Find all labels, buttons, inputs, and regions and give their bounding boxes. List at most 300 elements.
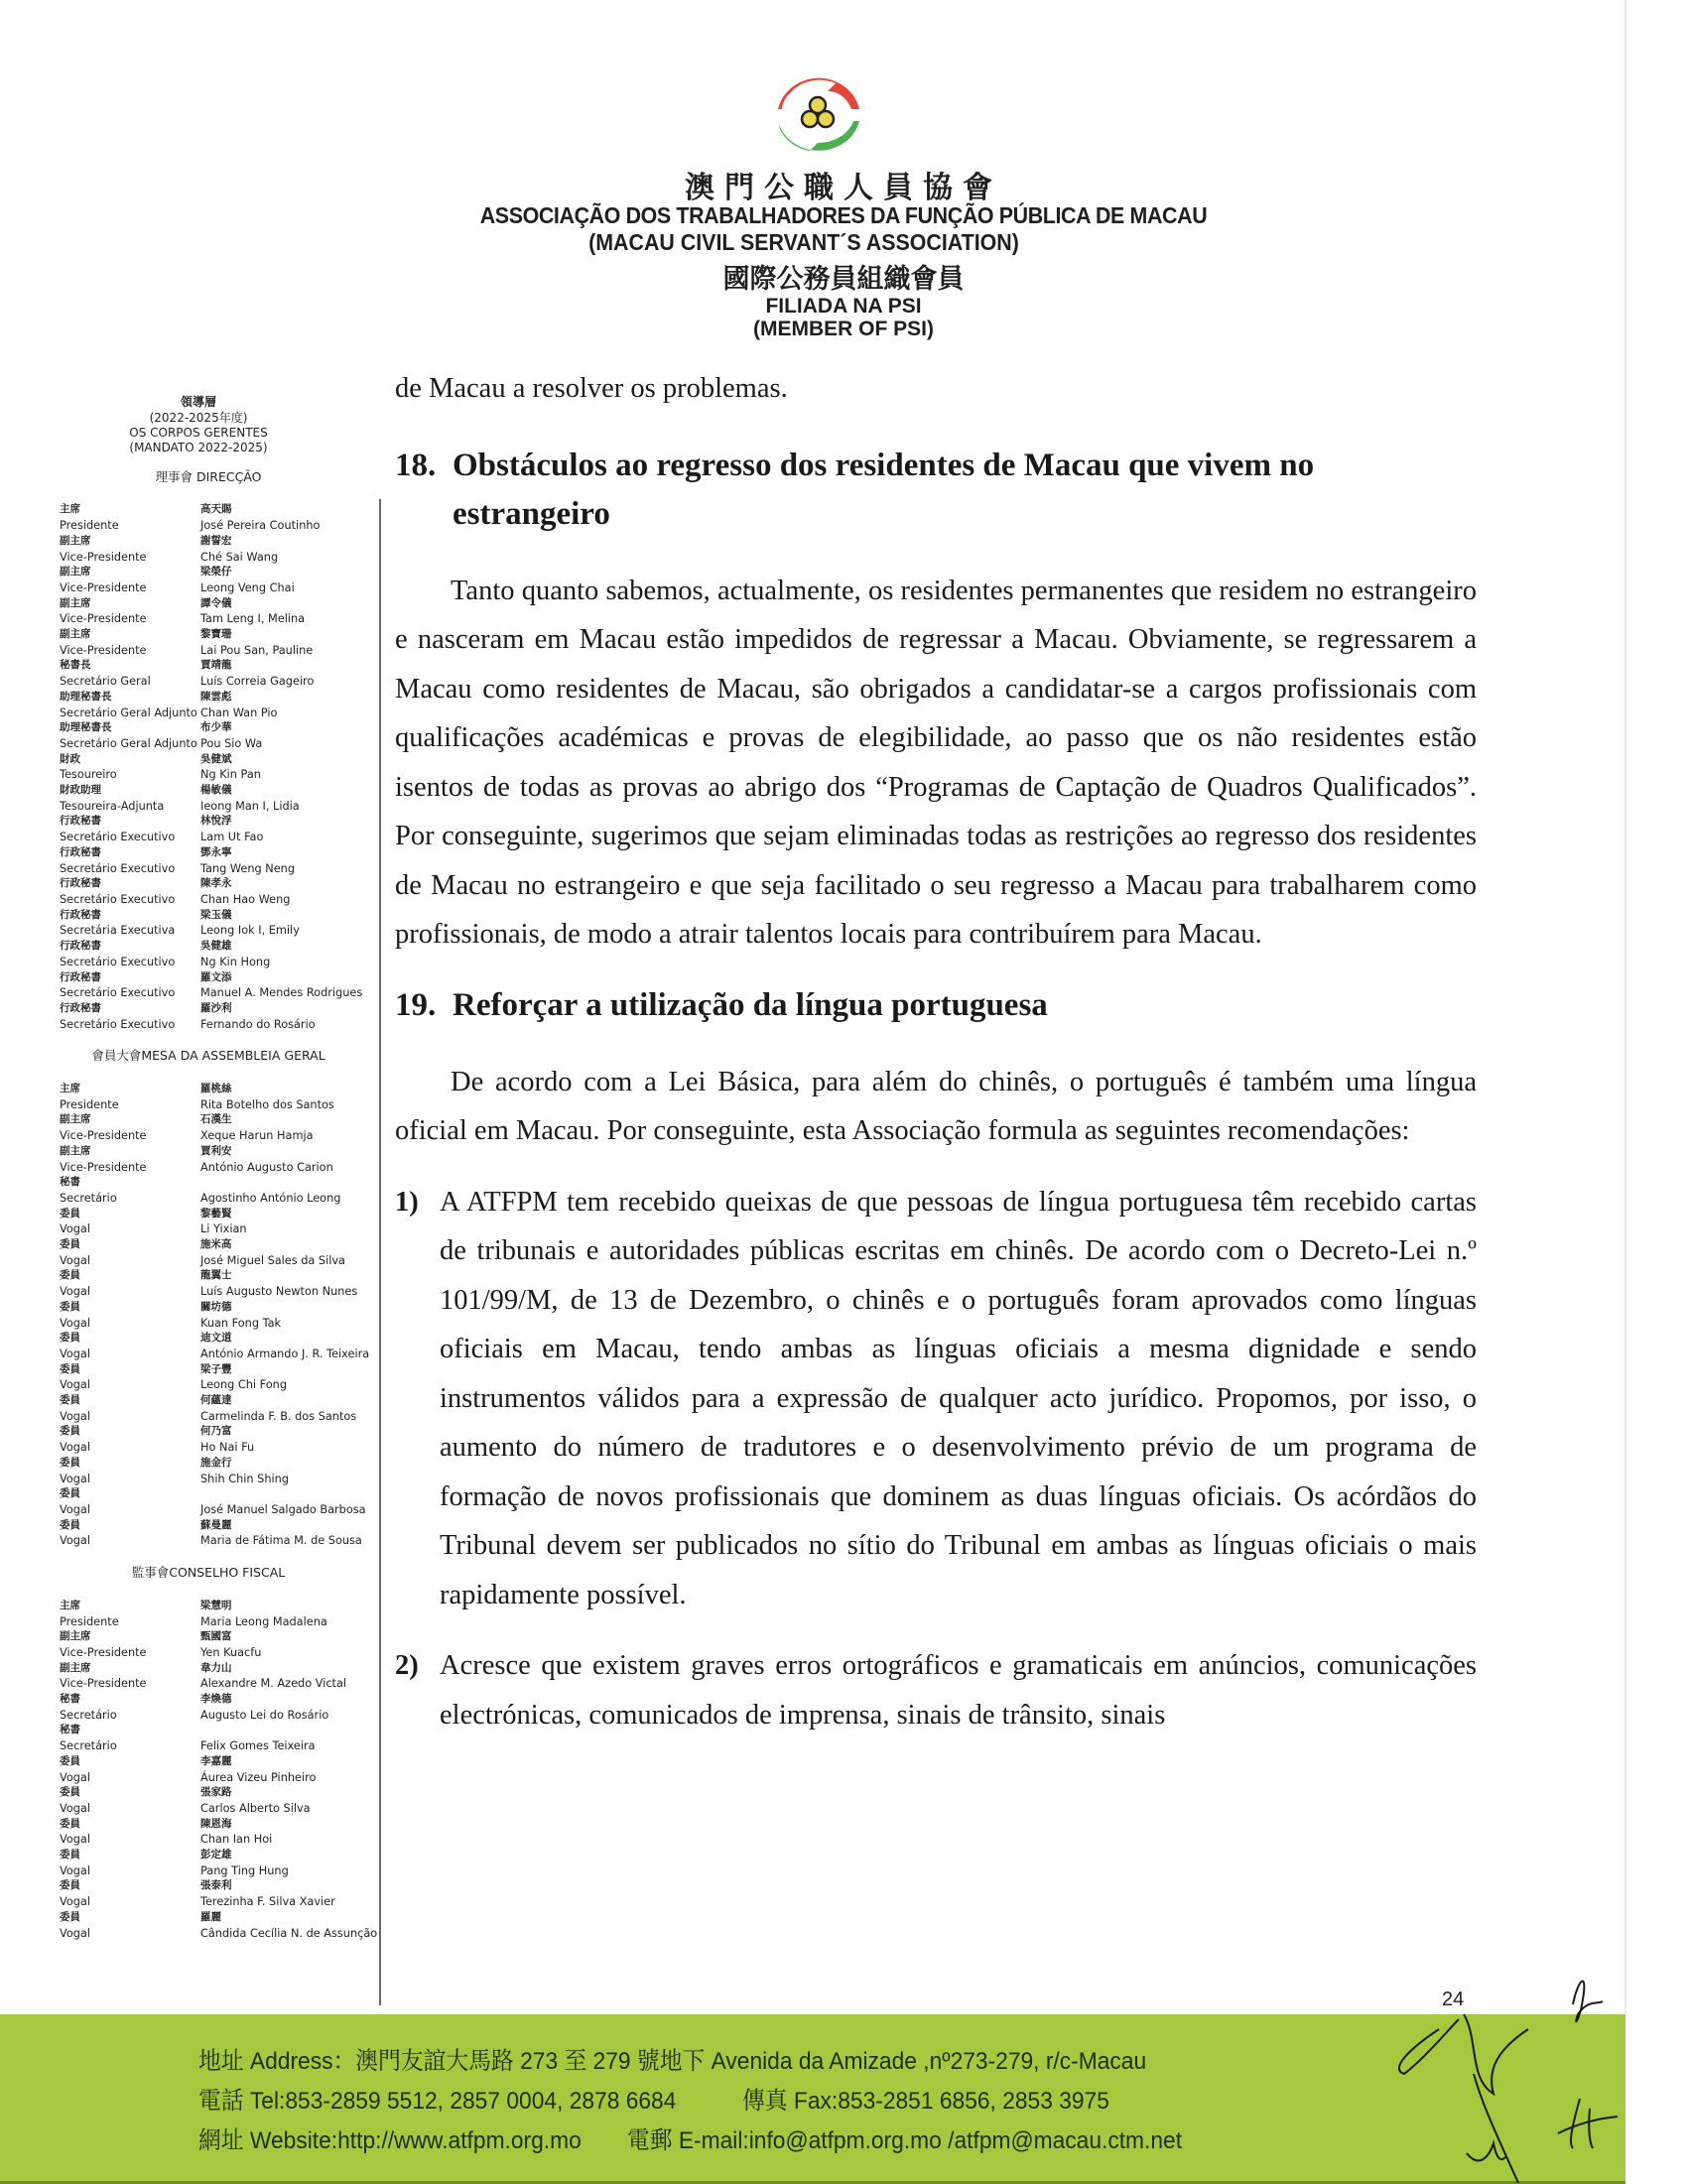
member-name-pt: Tam Leng I, Melina <box>200 612 306 626</box>
section-18-paragraph: Tanto quanto sabemos, actualmente, os residentes permanentes que residem no estrangeiro e nasceram em Macau estão impedidos de regressar a Macau. Obviamente, se regressarem a Macau como residentes de Macau, são obrigados a candidatar-se a cargos profissionais com qualificações académicas e provas de elegibilidade, ao passo que os não residentes estão isentos de todas as provas ao abrigo dos “Programas de Captação de Quadros Qualificados”. Por conseguinte, sugerimos que sejam eliminadas todas as restrições ao regresso dos residentes de Macau no estrangeiro e que seja facilitado o seu regresso a Macau para trabalharem como profissionais, de modo a atrair talentos locais para contribuírem para Macau. <box>395 575 1477 950</box>
member-name-pt: Áurea Vizeu Pinheiro <box>200 1770 317 1784</box>
member-role-zh: 委員 <box>60 1879 80 1892</box>
member-role-pt: Vogal <box>60 1801 90 1815</box>
member-name-pt: António Augusto Carion <box>200 1160 333 1174</box>
member-name-zh: 施米高 <box>200 1238 232 1251</box>
member-row-portuguese <box>60 1708 379 1724</box>
member-name-pt: Alexandre M. Azedo Victal <box>200 1677 347 1691</box>
member-name-zh: 賈利安 <box>200 1144 232 1157</box>
footer-phone: 電話 Tel:853-2859 5512, 2857 0004, 2878 6684 <box>198 2088 677 2115</box>
member-name-pt: Xeque Harun Hamja <box>200 1129 314 1143</box>
member-role-pt: Vogal <box>60 1285 90 1299</box>
member-row-chinese <box>60 1723 379 1738</box>
member-role-zh: 助理秘書長 <box>60 690 112 703</box>
member-row-chinese <box>60 1268 379 1284</box>
member-role-zh: 副主席 <box>60 566 91 578</box>
member-role-zh: 主席 <box>60 1083 80 1095</box>
sidebar-sections <box>60 469 379 1942</box>
section-18-heading <box>395 442 1477 539</box>
main-content <box>395 364 1477 1739</box>
member-name-zh: 何蘊達 <box>200 1394 232 1407</box>
member-row-portuguese <box>60 1440 379 1456</box>
member-role-pt: Vice-Presidente <box>60 612 147 626</box>
member-name-zh: 陳恩海 <box>200 1817 232 1830</box>
member-role-pt: Vogal <box>60 1833 90 1847</box>
section-19-title: Reforçar a utilização da língua portuguesa <box>453 986 1048 1023</box>
member-name-zh <box>200 1175 379 1191</box>
member-role-pt: Secretário Executivo <box>60 1017 176 1031</box>
member-row-portuguese <box>60 1160 379 1176</box>
member-role-zh: 委員 <box>60 1300 80 1313</box>
member-row-chinese <box>60 939 379 955</box>
member-name-pt: Ng Kin Pan <box>200 768 261 782</box>
member-role-zh: 委員 <box>60 1817 80 1830</box>
member-name-zh: 梁慧明 <box>200 1599 232 1611</box>
member-name-zh: 迪文道 <box>200 1332 232 1345</box>
member-role-pt: Vogal <box>60 1863 90 1877</box>
member-name-zh: 布少華 <box>200 721 232 734</box>
sidebar-title-pt: OS CORPOS GERENTES <box>129 425 268 440</box>
member-row-portuguese <box>60 706 379 721</box>
member-role-zh: 秘書 <box>60 1724 80 1736</box>
member-row-portuguese <box>60 1221 379 1237</box>
member-row-chinese <box>60 1393 379 1409</box>
member-role-zh: 行政秘書 <box>60 845 101 858</box>
member-role-zh: 委員 <box>60 1332 80 1345</box>
member-role-pt: Vice-Presidente <box>60 1677 147 1691</box>
list-item-text: Acresce que existem graves erros ortográficos e gramaticais em anúncios, comunicações electrónicas, comunicados de imprensa, sinais de trânsito, sinais <box>440 1650 1477 1731</box>
member-row-portuguese <box>60 1347 379 1362</box>
member-name-zh <box>200 1723 379 1738</box>
member-name-zh: 賈靖龍 <box>200 659 232 672</box>
member-role-pt: Vogal <box>60 1441 90 1455</box>
member-role-pt: Secretário Executivo <box>60 955 176 968</box>
member-row-portuguese <box>60 1533 379 1549</box>
member-row-portuguese <box>60 799 379 815</box>
member-name-pt: José Pereira Coutinho <box>200 519 321 533</box>
member-role-pt: Secretária Executiva <box>60 924 176 938</box>
member-row-chinese <box>60 627 379 643</box>
member-row-portuguese <box>60 1017 379 1033</box>
member-name-pt: Fernando do Rosário <box>200 1017 316 1031</box>
member-row-chinese <box>60 1754 379 1770</box>
member-row-portuguese <box>60 1316 379 1332</box>
member-name-pt: Chan Wan Pio <box>200 706 278 719</box>
member-row-portuguese <box>60 1409 379 1425</box>
member-name-zh: 林悅浮 <box>200 815 232 828</box>
list-item-number: 2) <box>395 1650 419 1681</box>
member-role-pt: Vogal <box>60 1534 90 1548</box>
footer-phone-fax <box>198 2082 1109 2117</box>
sidebar-section-heading: 監事會CONSELHO FISCAL <box>131 1565 286 1581</box>
member-role-zh: 委員 <box>60 1849 80 1862</box>
member-name-pt: Ho Nai Fu <box>200 1441 255 1455</box>
org-name-chinese: 澳門公職人員協會 <box>685 172 1002 204</box>
member-name-zh: 梁榮仔 <box>200 566 232 578</box>
member-name-pt: António Armando J. R. Teixeira <box>200 1347 370 1360</box>
member-row-portuguese <box>60 985 379 1001</box>
member-name-pt: Agostinho António Leong <box>200 1191 341 1205</box>
member-name-zh: 黎藝賢 <box>200 1207 232 1220</box>
member-name-pt: José Manuel Salgado Barbosa <box>200 1503 366 1516</box>
sidebar-title-zh: 領導層 <box>180 395 216 409</box>
page-number: 24 <box>1442 1989 1465 2010</box>
member-row-chinese <box>60 752 379 768</box>
member-role-zh: 主席 <box>60 1599 80 1611</box>
org-name-english: (MACAU CIVIL SERVANT´S ASSOCIATION) <box>588 229 1019 255</box>
member-name-pt: Shih Chin Shing <box>200 1472 289 1485</box>
member-row-chinese <box>60 1661 379 1677</box>
affiliation-portuguese: FILIADA NA PSI <box>765 295 922 318</box>
member-name-zh: 陳雲彪 <box>200 690 232 703</box>
leadership-sidebar <box>60 395 379 1941</box>
member-row-chinese <box>60 1629 379 1645</box>
member-row-portuguese <box>60 580 379 596</box>
member-role-zh: 財政助理 <box>60 784 101 797</box>
member-row-chinese <box>60 1001 379 1017</box>
member-name-pt: Lai Pou San, Pauline <box>200 643 314 657</box>
member-name-zh: 張泰利 <box>200 1879 232 1892</box>
member-role-pt: Secretário <box>60 1191 117 1205</box>
member-name-pt: Leong Iok I, Emily <box>200 924 300 938</box>
member-row-chinese <box>60 1456 379 1472</box>
member-row-portuguese <box>60 1894 379 1910</box>
member-row-chinese <box>60 1817 379 1833</box>
member-row-portuguese <box>60 955 379 970</box>
member-name-pt: Rita Botelho dos Santos <box>200 1097 334 1111</box>
member-row-chinese <box>60 1518 379 1534</box>
member-role-zh: 行政秘書 <box>60 940 101 953</box>
section-19-heading <box>395 981 1477 1030</box>
member-role-pt: Secretário Executivo <box>60 861 176 875</box>
member-row-portuguese <box>60 736 379 752</box>
member-row-portuguese <box>60 830 379 845</box>
list-item-number: 1) <box>395 1186 419 1218</box>
member-row-chinese <box>60 1692 379 1708</box>
footer-email[interactable]: 電郵 E-mail:info@atfpm.org.mo /atfpm@macau.ctm.net <box>626 2127 1183 2154</box>
member-row-portuguese <box>60 1738 379 1754</box>
member-name-zh: 羅沙利 <box>200 1001 232 1014</box>
member-role-zh: 委員 <box>60 1786 80 1799</box>
member-role-pt: Vogal <box>60 1378 90 1392</box>
member-name-zh: 吳健雄 <box>200 940 232 953</box>
member-role-pt: Secretário Executivo <box>60 892 176 906</box>
member-name-zh: 鄧永寧 <box>200 845 232 858</box>
member-role-pt: Secretário Geral Adjunto <box>60 706 197 719</box>
footer-website[interactable]: 網址 Website:http://www.atfpm.org.mo <box>198 2127 582 2154</box>
member-role-zh: 助理秘書長 <box>60 721 112 734</box>
member-row-chinese <box>60 565 379 580</box>
member-name-zh: 羅文添 <box>200 970 232 983</box>
member-name-pt: Leong Veng Chai <box>200 580 295 594</box>
member-name-zh: 施金行 <box>200 1456 232 1469</box>
member-role-pt: Tesoureira-Adjunta <box>60 799 165 813</box>
member-name-zh: 石漢生 <box>200 1113 232 1126</box>
member-name-zh: 羅麗 <box>200 1910 221 1923</box>
member-role-pt: Secretário Executivo <box>60 831 176 844</box>
member-name-pt: Manuel A. Mendes Rodrigues <box>200 986 363 1000</box>
member-row-portuguese <box>60 1645 379 1661</box>
member-role-zh: 副主席 <box>60 596 91 609</box>
member-name-pt: Yen Kuacfu <box>200 1645 262 1659</box>
member-row-chinese <box>60 1207 379 1222</box>
member-name-pt: Li Yixian <box>200 1222 247 1236</box>
member-name-pt: Carmelinda F. B. dos Santos <box>200 1409 357 1423</box>
handwritten-signatures-icon <box>1369 1960 1627 2183</box>
member-row-portuguese <box>60 767 379 783</box>
member-row-chinese <box>60 658 379 674</box>
member-row-chinese <box>60 814 379 830</box>
member-row-chinese <box>60 970 379 986</box>
member-name-zh: 蘇曼麗 <box>200 1518 232 1531</box>
member-role-zh: 行政秘書 <box>60 908 101 921</box>
member-row-chinese <box>60 1599 379 1614</box>
sidebar-section-heading: 理事會 DIRECÇÃO <box>155 468 262 484</box>
atfpm-logo-icon <box>766 69 871 159</box>
member-role-pt: Vogal <box>60 1347 90 1360</box>
member-role-zh: 委員 <box>60 1207 80 1220</box>
member-row-chinese <box>60 1237 379 1253</box>
member-row-portuguese <box>60 1801 379 1817</box>
member-row-portuguese <box>60 1284 379 1300</box>
member-name-pt: Luís Augusto Newton Nunes <box>200 1285 358 1299</box>
member-role-zh: 委員 <box>60 1394 80 1407</box>
member-row-portuguese <box>60 1472 379 1487</box>
member-name-pt: Ché Sai Wang <box>200 550 279 564</box>
member-name-zh: 梁子豐 <box>200 1362 232 1375</box>
member-name-zh: 韋力山 <box>200 1661 232 1674</box>
member-role-zh: 委員 <box>60 1518 80 1531</box>
member-role-zh: 行政秘書 <box>60 970 101 983</box>
member-role-pt: Vice-Presidente <box>60 1129 147 1143</box>
affiliation-chinese: 國際公務員組織會員 <box>722 264 965 294</box>
member-name-pt: Kuan Fong Tak <box>200 1316 282 1330</box>
member-role-pt: Vogal <box>60 1770 90 1784</box>
member-name-zh: 張家路 <box>200 1786 232 1799</box>
member-row-portuguese <box>60 1832 379 1848</box>
member-name-pt: Terezinha F. Silva Xavier <box>200 1895 335 1909</box>
member-row-portuguese <box>60 923 379 939</box>
member-role-zh: 委員 <box>60 1487 80 1500</box>
org-name-portuguese: ASSOCIAÇÃO DOS TRABALHADORES DA FUNÇÃO PÚBLICA DE MACAU <box>479 202 1208 228</box>
member-name-zh: 龍翼士 <box>200 1269 232 1282</box>
member-role-pt: Presidente <box>60 519 119 533</box>
continuation-text: de Macau a resolver os problemas. <box>395 373 788 404</box>
member-row-portuguese <box>60 1926 379 1942</box>
member-row-chinese <box>60 1878 379 1894</box>
member-row-chinese <box>60 1910 379 1926</box>
member-name-pt: Chan Ian Hoi <box>200 1833 273 1847</box>
member-role-pt: Vogal <box>60 1895 90 1909</box>
member-row-portuguese <box>60 1502 379 1518</box>
member-row-chinese <box>60 1112 379 1128</box>
member-name-zh: 李煥德 <box>200 1693 232 1706</box>
member-name-zh: 何乃富 <box>200 1425 232 1438</box>
member-name-pt: Carlos Alberto Silva <box>200 1801 311 1815</box>
member-row-chinese <box>60 783 379 799</box>
member-row-chinese <box>60 720 379 736</box>
member-name-pt: Luís Correia Gageiro <box>200 675 315 689</box>
member-role-zh: 秘書 <box>60 1176 80 1189</box>
footer-fax: 傳真 Fax:853-2851 6856, 2853 3975 <box>742 2088 1109 2115</box>
affiliation-english: (MEMBER OF PSI) <box>753 318 934 340</box>
member-name-zh: 陳孝永 <box>200 877 232 890</box>
member-role-pt: Vogal <box>60 1472 90 1485</box>
member-role-zh: 主席 <box>60 503 80 516</box>
member-row-portuguese <box>60 892 379 908</box>
member-role-zh: 副主席 <box>60 534 91 547</box>
member-role-pt: Vogal <box>60 1316 90 1330</box>
member-role-pt: Vogal <box>60 1222 90 1236</box>
member-role-pt: Tesoureiro <box>60 768 117 782</box>
member-name-zh: 楊敏儀 <box>200 784 232 797</box>
member-name-pt: Felix Gomes Teixeira <box>200 1739 316 1753</box>
member-row-chinese <box>60 502 379 518</box>
member-role-zh: 副主席 <box>60 1661 91 1674</box>
member-name-zh <box>200 1486 379 1502</box>
member-row-portuguese <box>60 674 379 690</box>
member-name-pt: Chan Hao Weng <box>200 892 291 906</box>
list-item <box>395 1178 1477 1620</box>
member-row-chinese <box>60 1082 379 1097</box>
member-role-pt: Vice-Presidente <box>60 1160 147 1174</box>
member-role-pt: Secretário Geral <box>60 675 151 689</box>
member-name-zh: 高天賜 <box>200 503 232 516</box>
member-row-chinese <box>60 534 379 550</box>
member-role-zh: 委員 <box>60 1910 80 1923</box>
member-role-zh: 副主席 <box>60 1630 91 1643</box>
member-row-chinese <box>60 1486 379 1502</box>
member-name-zh: 羅桃絲 <box>200 1083 232 1095</box>
member-role-zh: 委員 <box>60 1362 80 1375</box>
member-role-zh: 委員 <box>60 1754 80 1767</box>
member-row-chinese <box>60 1362 379 1378</box>
member-row-portuguese <box>60 518 379 534</box>
member-role-pt: Vogal <box>60 1253 90 1267</box>
sidebar-term-pt: (MANDATO 2022-2025) <box>129 440 268 454</box>
member-name-zh: 譚令儀 <box>200 596 232 609</box>
member-name-pt: Pang Ting Hung <box>200 1863 289 1877</box>
member-name-pt: Ieong Man I, Lidia <box>200 799 300 813</box>
member-name-pt: Maria de Fátima M. de Sousa <box>200 1534 362 1548</box>
member-role-pt: Vice-Presidente <box>60 550 147 564</box>
member-row-portuguese <box>60 1128 379 1144</box>
member-role-zh: 副主席 <box>60 1113 91 1126</box>
member-role-zh: 委員 <box>60 1456 80 1469</box>
section-19-number: 19. <box>395 986 437 1023</box>
member-row-chinese <box>60 908 379 924</box>
member-name-pt: Ng Kin Hong <box>200 955 271 968</box>
member-name-pt: José Miguel Sales da Silva <box>200 1253 345 1267</box>
member-role-pt: Secretário <box>60 1739 117 1753</box>
member-role-pt: Secretário Geral Adjunto <box>60 736 197 750</box>
member-row-chinese <box>60 1785 379 1801</box>
member-role-zh: 行政秘書 <box>60 1001 101 1014</box>
member-role-pt: Vogal <box>60 1503 90 1516</box>
list-item-text: A ATFPM tem recebido queixas de que pessoas de língua portuguesa têm recebido cartas de tribunais e autoridades públicas escritas em chinês. De acordo com o Decreto-Lei n.º 101/99/M, de 13 de Dezembro, o chinês e o português foram aprovados como línguas oficiais em Macau, tendo ambas as línguas oficiais a mesma dignidade e sendo instrumentos válidos para a expressão de qualquer acto jurídico. Propomos, por isso, o aumento do número de tradutores e o desenvolvimento prévio de um programa de formação de novos profissionais que dominem as duas línguas oficiais. Os acórdãos do Tribunal devem ser publicados no sítio do Tribunal em ambas as línguas oficiais o mais rapidamente possível. <box>440 1186 1477 1610</box>
member-row-portuguese <box>60 1770 379 1786</box>
sidebar-section-heading: 會員大會MESA DA ASSEMBLEIA GERAL <box>91 1048 325 1064</box>
member-role-zh: 秘書長 <box>60 659 91 672</box>
member-role-pt: Vogal <box>60 1409 90 1423</box>
member-name-pt: Lam Ut Fao <box>200 831 264 844</box>
member-role-zh: 委員 <box>60 1238 80 1251</box>
member-role-pt: Vice-Presidente <box>60 643 147 657</box>
member-role-zh: 財政 <box>60 752 80 765</box>
member-role-zh: 行政秘書 <box>60 877 101 890</box>
member-role-zh: 秘書 <box>60 1693 80 1706</box>
member-row-portuguese <box>60 643 379 659</box>
member-row-portuguese <box>60 1253 379 1269</box>
member-row-chinese <box>60 690 379 706</box>
member-name-pt: Maria Leong Madalena <box>200 1614 327 1628</box>
member-row-portuguese <box>60 1377 379 1393</box>
section-19-paragraph: De acordo com a Lei Básica, para além do chinês, o português é também uma língua oficial em Macau. Por conseguinte, esta Associação formula as seguintes recomendações: <box>395 1066 1477 1146</box>
member-name-zh: 彭定雄 <box>200 1849 232 1862</box>
member-name-zh: 關坊德 <box>200 1300 232 1313</box>
sidebar-divider <box>379 499 381 2005</box>
member-role-zh: 委員 <box>60 1269 80 1282</box>
member-name-zh: 甄國富 <box>200 1630 232 1643</box>
member-row-chinese <box>60 596 379 612</box>
member-role-pt: Vice-Presidente <box>60 1645 147 1659</box>
member-name-zh: 謝誓宏 <box>200 534 232 547</box>
footer-web-email <box>198 2121 1182 2156</box>
member-row-chinese <box>60 1300 379 1316</box>
member-row-portuguese <box>60 861 379 877</box>
member-row-chinese <box>60 1175 379 1191</box>
member-row-chinese <box>60 876 379 892</box>
member-row-portuguese <box>60 550 379 566</box>
member-name-pt: Pou Sio Wa <box>200 736 263 750</box>
member-name-pt: Augusto Lei do Rosário <box>200 1708 329 1722</box>
member-row-chinese <box>60 1848 379 1863</box>
member-role-zh: 委員 <box>60 1425 80 1438</box>
member-row-portuguese <box>60 611 379 627</box>
member-row-portuguese <box>60 1614 379 1630</box>
list-item <box>395 1641 1477 1739</box>
member-role-pt: Secretário Executivo <box>60 986 176 1000</box>
member-name-pt: Leong Chi Fong <box>200 1378 287 1392</box>
member-role-pt: Presidente <box>60 1097 119 1111</box>
member-name-zh: 黎寶珊 <box>200 628 232 641</box>
page-edge-line <box>1624 0 1626 2014</box>
member-role-zh: 副主席 <box>60 1144 91 1157</box>
member-row-chinese <box>60 1144 379 1160</box>
member-row-portuguese <box>60 1097 379 1113</box>
member-role-zh: 行政秘書 <box>60 815 101 828</box>
section-18-number: 18. <box>395 447 437 483</box>
member-row-chinese <box>60 1331 379 1347</box>
member-name-pt: Tang Weng Neng <box>200 861 295 875</box>
member-role-pt: Vice-Presidente <box>60 580 147 594</box>
member-role-pt: Secretário <box>60 1708 117 1722</box>
member-role-pt: Presidente <box>60 1614 119 1628</box>
member-row-portuguese <box>60 1863 379 1879</box>
member-name-zh: 李嘉麗 <box>200 1754 232 1767</box>
section-18-title: Obstáculos ao regresso dos residentes de Macau que vivem no estrangeiro <box>453 447 1315 532</box>
member-name-zh: 吳健斌 <box>200 752 232 765</box>
member-row-chinese <box>60 1424 379 1440</box>
member-name-pt: Cândida Cecília N. de Assunção <box>200 1926 378 1940</box>
member-role-zh: 副主席 <box>60 628 91 641</box>
member-role-pt: Vogal <box>60 1926 90 1940</box>
member-row-portuguese <box>60 1191 379 1207</box>
sidebar-term-zh: (2022-2025年度) <box>149 410 248 425</box>
footer-address: 地址 Address：澳門友誼大馬路 273 至 279 號地下 Avenida da Amizade ,nº273-279, r/c-Macau <box>198 2048 1147 2075</box>
member-row-chinese <box>60 845 379 861</box>
member-row-portuguese <box>60 1676 379 1692</box>
